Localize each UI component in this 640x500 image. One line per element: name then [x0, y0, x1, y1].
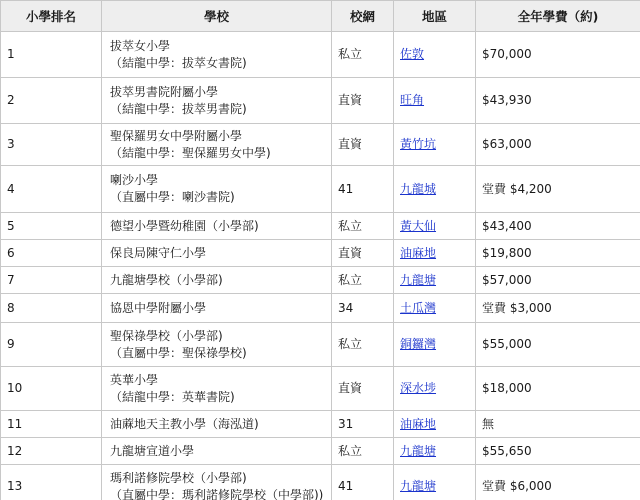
- rank-cell: 9: [1, 323, 102, 367]
- district-cell: [394, 267, 476, 294]
- school-net-cell: 直資: [332, 367, 394, 411]
- feeder-school: （直屬中學：聖保祿學校): [110, 345, 247, 360]
- table-row: [1, 465, 640, 500]
- district-cell: [394, 323, 476, 367]
- district-link[interactable]: 黃竹坑: [400, 137, 437, 151]
- fee-cell: $55,650: [476, 438, 640, 465]
- school-net-cell: 直資: [332, 124, 394, 166]
- school-net-cell: 34: [332, 294, 394, 323]
- school-net-cell: 私立: [332, 267, 394, 294]
- school-cell: [102, 240, 332, 267]
- school-cell: [102, 32, 332, 78]
- table-row: [1, 240, 640, 267]
- feeder-school: （結龍中學：英華書院): [110, 389, 235, 404]
- header-district: 地區: [394, 1, 476, 32]
- district-cell: [394, 294, 476, 323]
- header-school: 學校: [102, 1, 332, 32]
- school-name: 瑪利諾修院學校（小學部): [110, 470, 247, 485]
- school-cell: [102, 213, 332, 240]
- school-cell: [102, 267, 332, 294]
- table-row: [1, 78, 640, 124]
- school-net-cell: 直資: [332, 240, 394, 267]
- rank-cell: 12: [1, 438, 102, 465]
- rank-cell: 3: [1, 124, 102, 166]
- district-link[interactable]: 黃大仙: [400, 218, 437, 233]
- district-link[interactable]: 九龍城: [400, 181, 437, 196]
- header-school-net: 校網: [332, 1, 394, 32]
- school-cell: [102, 124, 332, 166]
- school-net-cell: 41: [332, 465, 394, 500]
- fee-cell: $70,000: [476, 32, 640, 78]
- district-cell: [394, 213, 476, 240]
- school-net-cell: 私立: [332, 213, 394, 240]
- school-cell: [102, 166, 332, 213]
- school-net-cell: 私立: [332, 438, 394, 465]
- fee-cell: 堂費 $3,000: [476, 294, 640, 323]
- district-link[interactable]: 九龍塘: [400, 272, 437, 287]
- rank-cell: 8: [1, 294, 102, 323]
- table-header-row: [1, 1, 640, 32]
- fee-cell: $55,000: [476, 323, 640, 367]
- district-cell: [394, 32, 476, 78]
- district-link[interactable]: 九龍塘: [400, 479, 437, 493]
- fee-cell: $57,000: [476, 267, 640, 294]
- rank-cell: 6: [1, 240, 102, 267]
- school-name: 保良局陳守仁小學: [110, 245, 207, 260]
- table-row: [1, 323, 640, 367]
- feeder-school: （直屬中學：喇沙書院): [110, 190, 235, 204]
- school-name: 協恩中學附屬小學: [110, 300, 207, 315]
- district-cell: [394, 438, 476, 465]
- district-cell: [394, 166, 476, 213]
- school-cell: [102, 465, 332, 500]
- district-link[interactable]: 深水埗: [400, 381, 437, 395]
- table-row: [1, 367, 640, 411]
- school-net-cell: 41: [332, 166, 394, 213]
- school-name: 德望小學暨幼稚園（小學部): [110, 218, 259, 233]
- district-cell: [394, 367, 476, 411]
- fee-cell: 堂費 $6,000: [476, 465, 640, 500]
- rank-cell: 13: [1, 465, 102, 500]
- table-row: [1, 267, 640, 294]
- table-row: [1, 124, 640, 166]
- school-cell: [102, 438, 332, 465]
- district-link[interactable]: 九龍塘: [400, 443, 437, 458]
- school-cell: [102, 367, 332, 411]
- fee-cell: $18,000: [476, 367, 640, 411]
- school-cell: [102, 78, 332, 124]
- school-cell: [102, 323, 332, 367]
- school-name: 九龍塘學校（小學部): [110, 272, 223, 287]
- header-annual-fee: 全年學費（約): [476, 1, 640, 32]
- fee-cell: $43,400: [476, 213, 640, 240]
- district-cell: [394, 465, 476, 500]
- rank-cell: 10: [1, 367, 102, 411]
- header-rank: 小學排名: [1, 1, 102, 32]
- rank-cell: 5: [1, 213, 102, 240]
- school-name: 聖保祿學校（小學部): [110, 328, 223, 343]
- district-cell: [394, 411, 476, 438]
- school-name: 聖保羅男女中學附屬小學: [110, 128, 243, 143]
- district-link[interactable]: 銅鑼灣: [400, 337, 437, 351]
- table-row: [1, 438, 640, 465]
- school-net-cell: 私立: [332, 323, 394, 367]
- district-link[interactable]: 土瓜灣: [400, 300, 437, 315]
- school-net-cell: 私立: [332, 32, 394, 78]
- school-name: 拔萃男書院附屬小學: [110, 84, 219, 99]
- school-name: 九龍塘宣道小學: [110, 443, 195, 458]
- school-name: 英華小學: [110, 372, 159, 387]
- table-row: [1, 411, 640, 438]
- table-row: [1, 166, 640, 213]
- fee-cell: 堂費 $4,200: [476, 166, 640, 213]
- fee-cell: $43,930: [476, 78, 640, 124]
- rank-cell: 11: [1, 411, 102, 438]
- school-name: 油蔴地天主教小學（海泓道): [110, 416, 259, 431]
- fee-cell: 無: [476, 411, 640, 438]
- feeder-school: （結龍中學：拔萃男書院): [110, 101, 247, 116]
- rank-cell: 7: [1, 267, 102, 294]
- fee-cell: $19,800: [476, 240, 640, 267]
- school-cell: [102, 411, 332, 438]
- feeder-school: （結龍中學：拔萃女書院): [110, 55, 247, 70]
- table-body: [1, 32, 640, 500]
- feeder-school: （結龍中學：聖保羅男女中學): [110, 145, 271, 160]
- school-cell: [102, 294, 332, 323]
- district-cell: [394, 124, 476, 166]
- district-link[interactable]: 佐敦: [400, 47, 425, 61]
- rank-cell: 1: [1, 32, 102, 78]
- school-name: 喇沙小學: [110, 173, 159, 187]
- district-link[interactable]: 油麻地: [400, 416, 437, 431]
- district-link[interactable]: 油麻地: [400, 245, 437, 260]
- table-row: [1, 32, 640, 78]
- table-row: [1, 213, 640, 240]
- school-net-cell: 31: [332, 411, 394, 438]
- feeder-school: （直屬中學：瑪利諾修院學校（中學部)): [110, 487, 324, 500]
- rank-cell: 4: [1, 166, 102, 213]
- district-cell: [394, 240, 476, 267]
- school-net-cell: 直資: [332, 78, 394, 124]
- fee-cell: $63,000: [476, 124, 640, 166]
- rank-cell: 2: [1, 78, 102, 124]
- district-link[interactable]: 旺角: [400, 93, 425, 107]
- table-row: [1, 294, 640, 323]
- district-cell: [394, 78, 476, 124]
- school-name: 拔萃女小學: [110, 38, 171, 53]
